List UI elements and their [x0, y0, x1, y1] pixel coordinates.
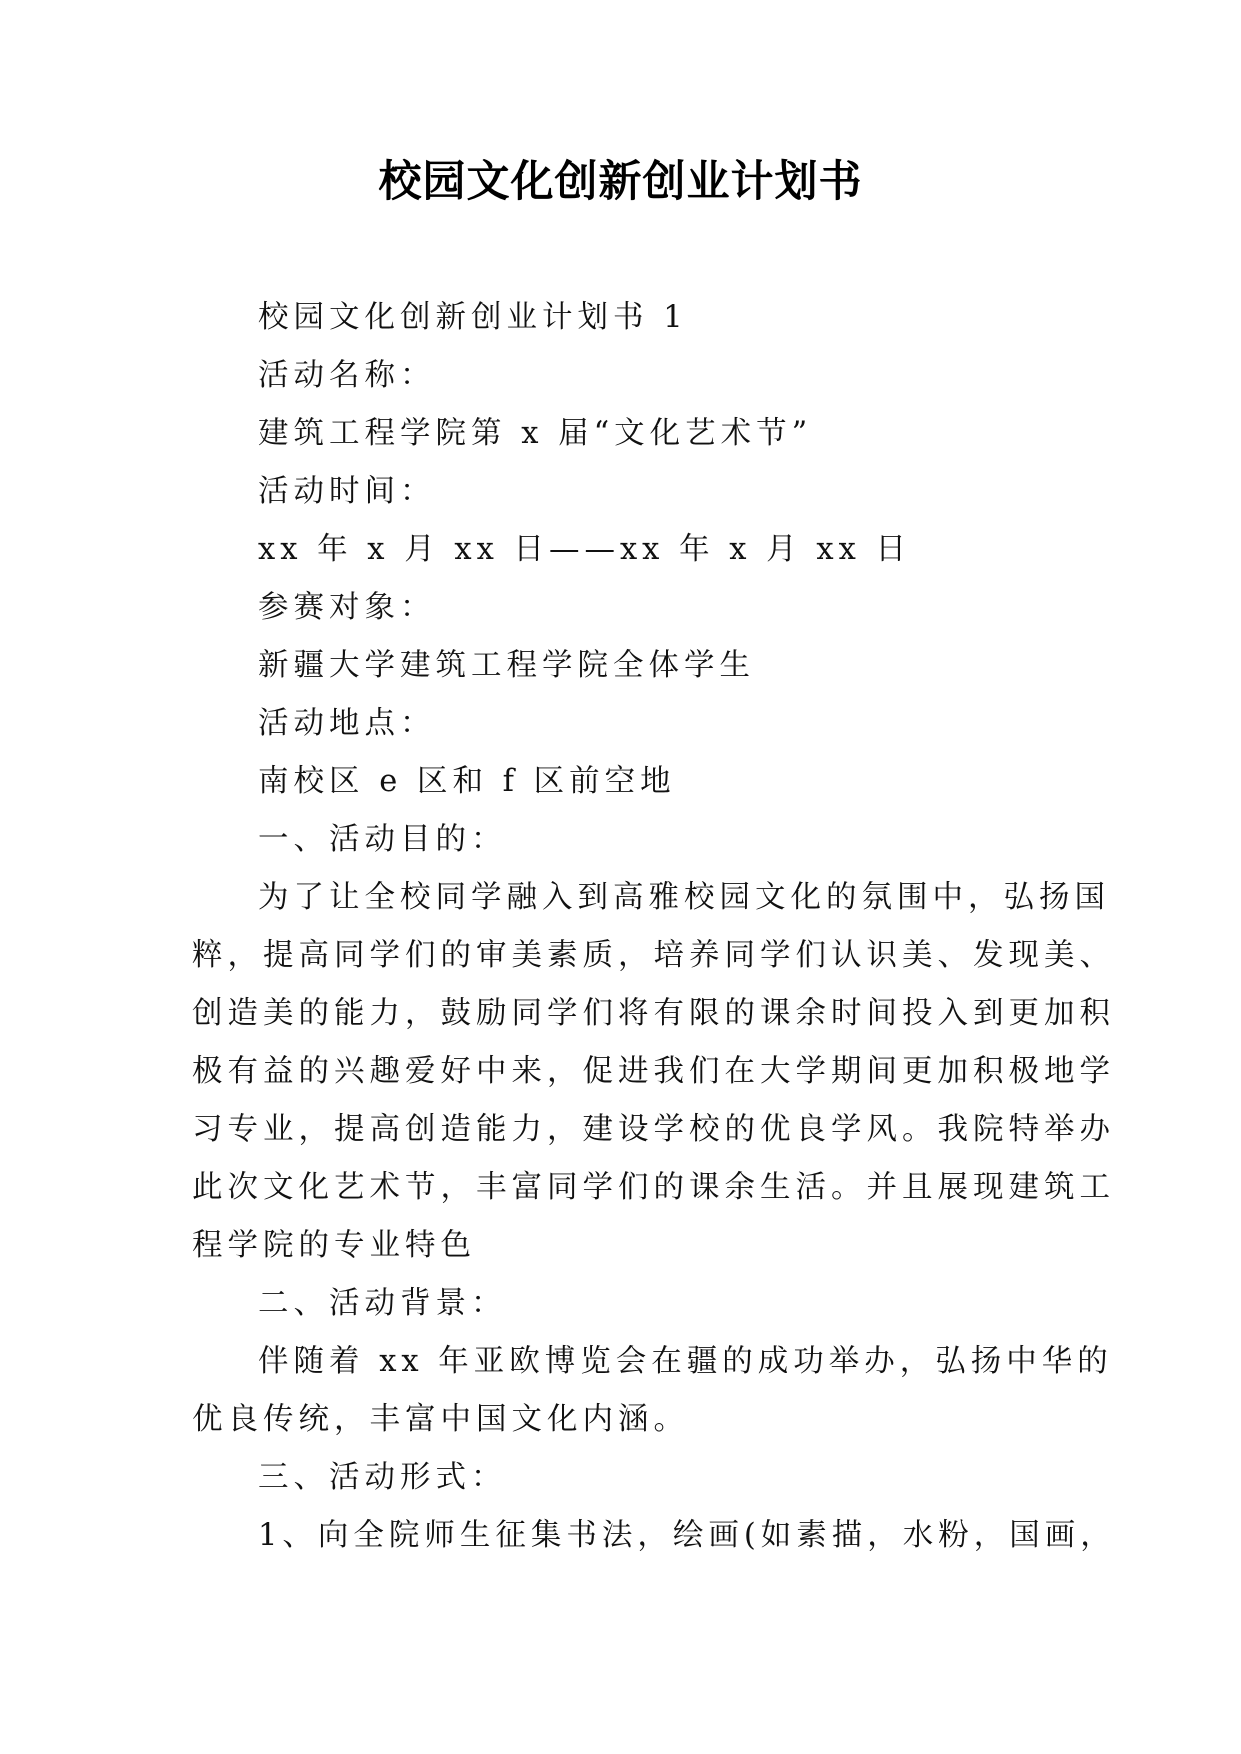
paragraph-line: 活动地点： — [258, 706, 436, 741]
paragraph-line: 极有益的兴趣爱好中来，促进我们在大学期间更加积极地学 — [192, 1054, 1115, 1089]
section-heading: 一、活动目的： — [258, 822, 507, 857]
paragraph-line: 参赛对象： — [258, 590, 436, 625]
document-title: 校园文化创新创业计划书 — [378, 157, 863, 207]
paragraph-line: 校园文化创新创业计划书 1 — [258, 300, 688, 335]
paragraph-line: 新疆大学建筑工程学院全体学生 — [258, 648, 755, 683]
paragraph-line: xx 年 x 月 xx 日——xx 年 x 月 xx 日 — [258, 532, 911, 567]
paragraph-line: 此次文化艺术节，丰富同学们的课余生活。并且展现建筑工 — [192, 1170, 1115, 1205]
paragraph-line: 1、向全院师生征集书法，绘画(如素描，水粉，国画， — [258, 1518, 1116, 1553]
paragraph-line: 活动时间： — [258, 474, 436, 509]
paragraph-line: 习专业，提高创造能力，建设学校的优良学风。我院特举办 — [192, 1112, 1115, 1147]
paragraph-line: 伴随着 xx 年亚欧博览会在疆的成功举办，弘扬中华的 — [258, 1344, 1113, 1379]
paragraph-line: 创造美的能力，鼓励同学们将有限的课余时间投入到更加积 — [192, 996, 1115, 1031]
paragraph-line: 南校区 e 区和 f 区前空地 — [258, 764, 676, 799]
paragraph-line: 程学院的专业特色 — [192, 1228, 476, 1263]
paragraph-line: 活动名称： — [258, 358, 436, 393]
paragraph-line: 粹，提高同学们的审美素质，培养同学们认识美、发现美、 — [192, 938, 1115, 973]
document-body — [192, 289, 1116, 1565]
paragraph-line: 建筑工程学院第 x 届“文化艺术节” — [258, 416, 813, 451]
section-heading: 三、活动形式： — [258, 1460, 507, 1495]
section-heading: 二、活动背景： — [258, 1286, 507, 1321]
paragraph-line: 优良传统，丰富中国文化内涵。 — [192, 1402, 689, 1437]
paragraph-line: 为了让全校同学融入到高雅校园文化的氛围中，弘扬国 — [258, 880, 1110, 915]
